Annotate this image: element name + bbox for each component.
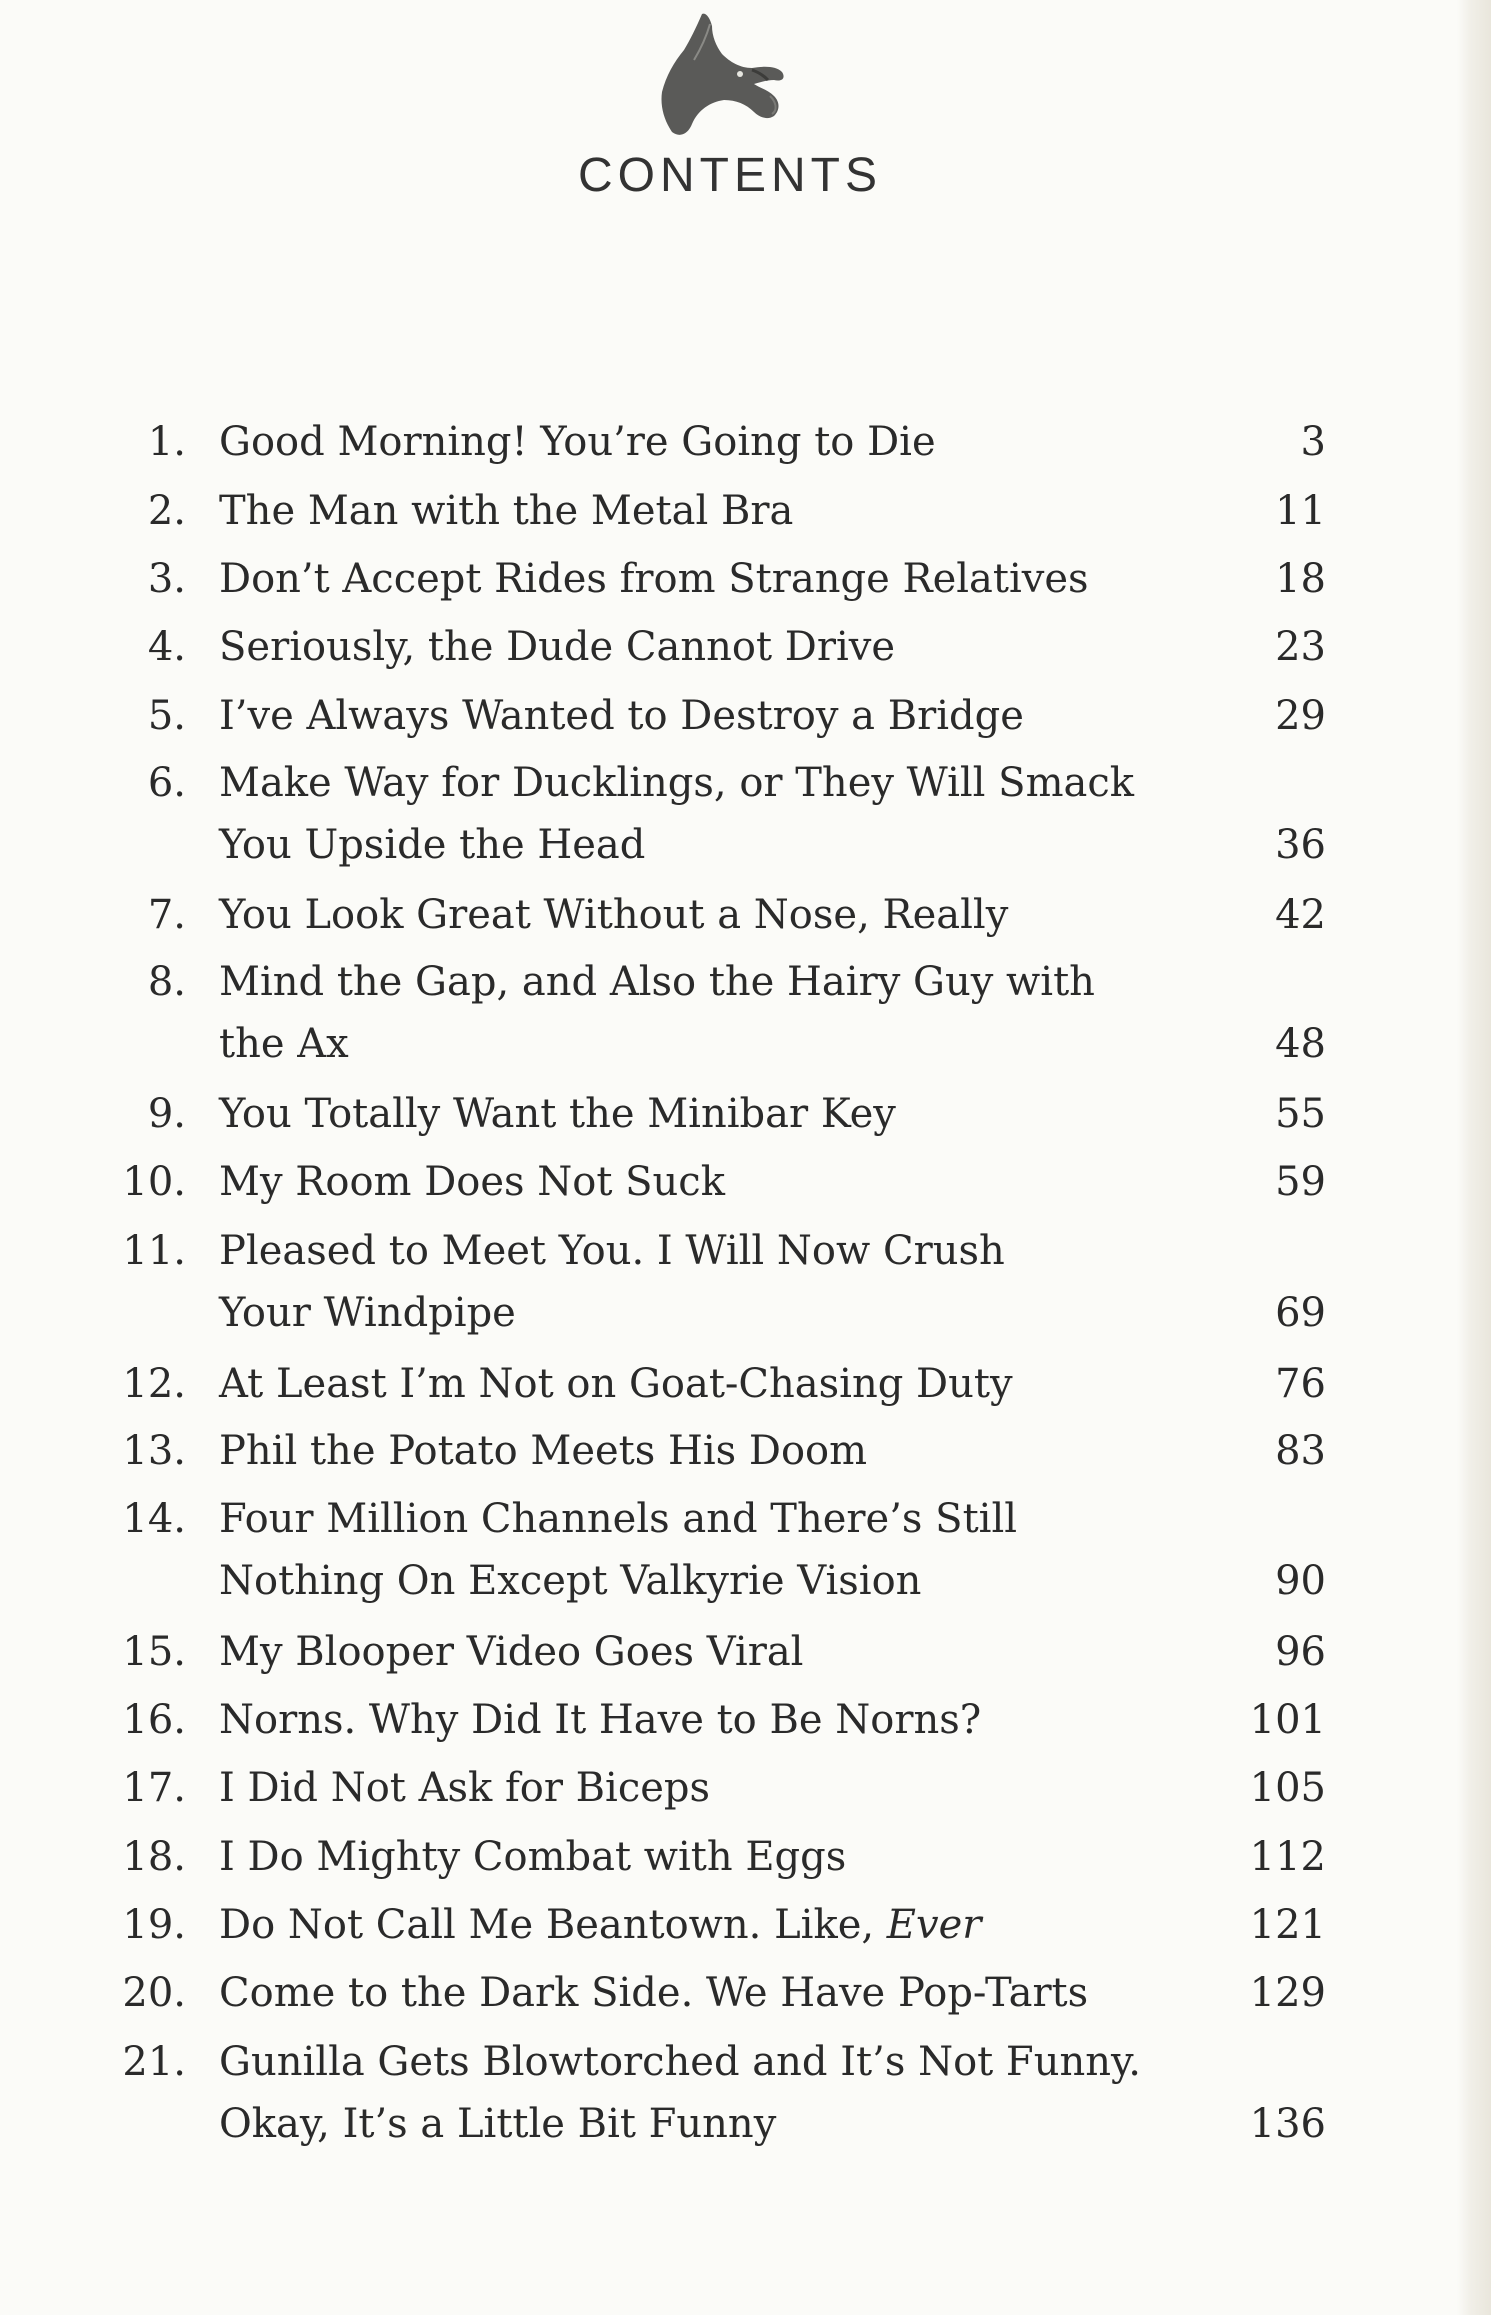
chapter-title-line: My Room Does Not Suck <box>219 1159 725 1205</box>
chapter-title <box>219 1827 1119 1887</box>
chapter-title <box>219 1622 1119 1682</box>
chapter-title-line: I’ve Always Wanted to Destroy a Bridge <box>219 693 1024 739</box>
page-edge-shadow <box>1457 0 1491 2315</box>
chapter-title-line: Do Not Call Me Beantown. Like, <box>219 1902 887 1948</box>
page-number: 129 <box>1249 1970 1326 2016</box>
chapter-number: 5. <box>147 693 186 739</box>
chapter-number: 4. <box>147 624 186 670</box>
chapter-title-continuation: Okay, It’s a Little Bit Funny <box>219 2101 777 2147</box>
chapter-number: 1. <box>147 419 186 465</box>
chapter-title-line: Norns. Why Did It Have to Be Norns? <box>219 1697 982 1743</box>
chapter-title-emphasis: Ever <box>886 1902 982 1948</box>
chapter-number: 10. <box>122 1159 186 1205</box>
chapter-number: 8. <box>147 959 186 1005</box>
chapter-title <box>219 1354 1119 1414</box>
chapter-title <box>219 1758 1119 1818</box>
page-number: 3 <box>1300 419 1326 465</box>
page-number: 59 <box>1275 1159 1326 1205</box>
chapter-title <box>219 952 1119 1074</box>
chapter-title-line: Pleased to Meet You. I Will Now Crush <box>219 1228 1005 1274</box>
chapter-title-line: My Blooper Video Goes Viral <box>219 1629 804 1675</box>
chapter-title-line: I Do Mighty Combat with Eggs <box>219 1834 847 1880</box>
chapter-title <box>219 2032 1141 2154</box>
page-number: 42 <box>1275 892 1326 938</box>
chapter-title-continuation: the Ax <box>219 1021 349 1067</box>
chapter-title <box>219 885 1119 945</box>
wolf-head-icon <box>640 10 820 150</box>
chapter-title-line: Good Morning! You’re Going to Die <box>219 419 936 465</box>
chapter-title-line: Seriously, the Dude Cannot Drive <box>219 624 896 670</box>
chapter-number: 3. <box>147 556 186 602</box>
chapter-title <box>219 549 1119 609</box>
chapter-title-line: Four Million Channels and There’s Still <box>219 1496 1018 1542</box>
page-number: 48 <box>1275 1021 1326 1067</box>
chapter-number: 21. <box>122 2039 186 2085</box>
page-number: 112 <box>1249 1834 1326 1880</box>
chapter-number: 12. <box>122 1361 186 1407</box>
page-number: 29 <box>1275 693 1326 739</box>
chapter-number: 6. <box>147 760 186 806</box>
chapter-title-line: I Did Not Ask for Biceps <box>219 1765 711 1811</box>
chapter-title <box>219 481 1119 541</box>
chapter-title-line: Come to the Dark Side. We Have Pop-Tarts <box>219 1970 1089 2016</box>
page-number: 83 <box>1275 1428 1326 1474</box>
chapter-number: 13. <box>122 1428 186 1474</box>
chapter-title <box>219 617 1119 677</box>
chapter-title-continuation: Your Windpipe <box>219 1290 516 1336</box>
chapter-title <box>219 1963 1119 2023</box>
chapter-title <box>219 412 1119 472</box>
page-number: 69 <box>1275 1290 1326 1336</box>
chapter-title <box>219 1152 1119 1212</box>
chapter-title-continuation: Nothing On Except Valkyrie Vision <box>219 1558 922 1604</box>
page-number: 55 <box>1275 1091 1326 1137</box>
chapter-number: 16. <box>122 1697 186 1743</box>
chapter-title <box>219 753 1134 875</box>
chapter-number: 7. <box>147 892 186 938</box>
chapter-title-line: Don’t Accept Rides from Strange Relatives <box>219 556 1089 602</box>
page-number: 90 <box>1275 1558 1326 1604</box>
page-number: 36 <box>1275 822 1326 868</box>
chapter-title <box>219 1421 1119 1481</box>
page-number: 121 <box>1249 1902 1326 1948</box>
page-number: 101 <box>1249 1697 1326 1743</box>
page-number: 11 <box>1275 488 1326 534</box>
page-title: CONTENTS <box>578 149 882 202</box>
chapter-title <box>219 1895 1119 1955</box>
chapter-title-line: You Totally Want the Minibar Key <box>219 1091 896 1137</box>
chapter-title <box>219 1084 1119 1144</box>
page-number: 18 <box>1275 556 1326 602</box>
chapter-title <box>219 1690 1119 1750</box>
chapter-number: 20. <box>122 1970 186 2016</box>
chapter-number: 14. <box>122 1496 186 1542</box>
chapter-title-line: Make Way for Ducklings, or They Will Smack <box>219 760 1134 806</box>
chapter-number: 11. <box>122 1228 186 1274</box>
chapter-title-line: You Look Great Without a Nose, Really <box>219 892 1009 938</box>
chapter-title-line: At Least I’m Not on Goat-Chasing Duty <box>219 1361 1013 1407</box>
chapter-title-continuation: You Upside the Head <box>219 822 646 868</box>
chapter-number: 15. <box>122 1629 186 1675</box>
chapter-title <box>219 1221 1119 1343</box>
chapter-title-line: Gunilla Gets Blowtorched and It’s Not Funny. <box>219 2039 1141 2085</box>
chapter-number: 18. <box>122 1834 186 1880</box>
chapter-title-line: The Man with the Metal Bra <box>219 488 794 534</box>
chapter-title <box>219 686 1119 746</box>
page-number: 105 <box>1249 1765 1326 1811</box>
page-number: 136 <box>1249 2101 1326 2147</box>
chapter-number: 19. <box>122 1902 186 1948</box>
page-number: 76 <box>1275 1361 1326 1407</box>
chapter-number: 9. <box>147 1091 186 1137</box>
chapter-number: 17. <box>122 1765 186 1811</box>
chapter-title-line: Phil the Potato Meets His Doom <box>219 1428 868 1474</box>
chapter-title <box>219 1489 1119 1611</box>
chapter-number: 2. <box>147 488 186 534</box>
page-number: 23 <box>1275 624 1326 670</box>
page-number: 96 <box>1275 1629 1326 1675</box>
chapter-title-line: Mind the Gap, and Also the Hairy Guy with <box>219 959 1095 1005</box>
